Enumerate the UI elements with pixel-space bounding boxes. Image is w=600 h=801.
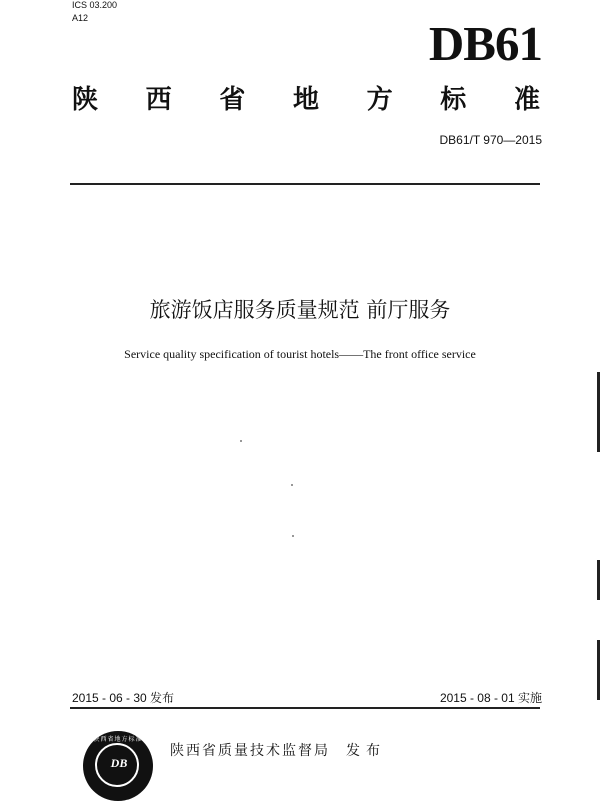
seal-inner-circle	[95, 743, 139, 787]
title-chinese: 旅游饭店服务质量规范 前厅服务	[149, 298, 451, 322]
scan-speck	[292, 535, 294, 537]
issue-date: 2015 - 06 - 30 发布	[72, 691, 175, 705]
seal-ring-text: 陕西省地方标准	[93, 736, 143, 743]
title-english: Service quality specification of tourist hotels——The front office service	[124, 347, 476, 361]
scan-speck	[240, 440, 242, 442]
implement-date: 2015 - 08 - 01 实施	[439, 691, 542, 705]
seal-text: DB	[110, 756, 128, 770]
standard-type	[72, 84, 540, 116]
standard-type-char: 地	[292, 85, 319, 115]
issuer-name: 陕西省质量技术监督局	[170, 743, 330, 759]
issuer-seal-logo	[83, 731, 153, 801]
standard-code-logo: DB61	[428, 16, 542, 71]
standard-number: DB61/T 970—2015	[439, 133, 542, 147]
publish-label: 发布	[346, 743, 386, 759]
standard-type-char: 方	[366, 85, 393, 115]
standard-type-char: 省	[219, 85, 246, 115]
issuer	[170, 740, 386, 760]
standard-type-char: 西	[145, 85, 172, 115]
footer-divider	[70, 707, 540, 709]
ics-code: ICS 03.200	[72, 0, 118, 10]
standard-type-char: 陕	[72, 85, 99, 115]
classification-code: A12	[72, 13, 89, 23]
standard-type-char: 标	[440, 85, 467, 115]
header-divider	[70, 183, 540, 185]
standard-type-char: 准	[513, 85, 540, 115]
scan-speck	[291, 484, 293, 486]
